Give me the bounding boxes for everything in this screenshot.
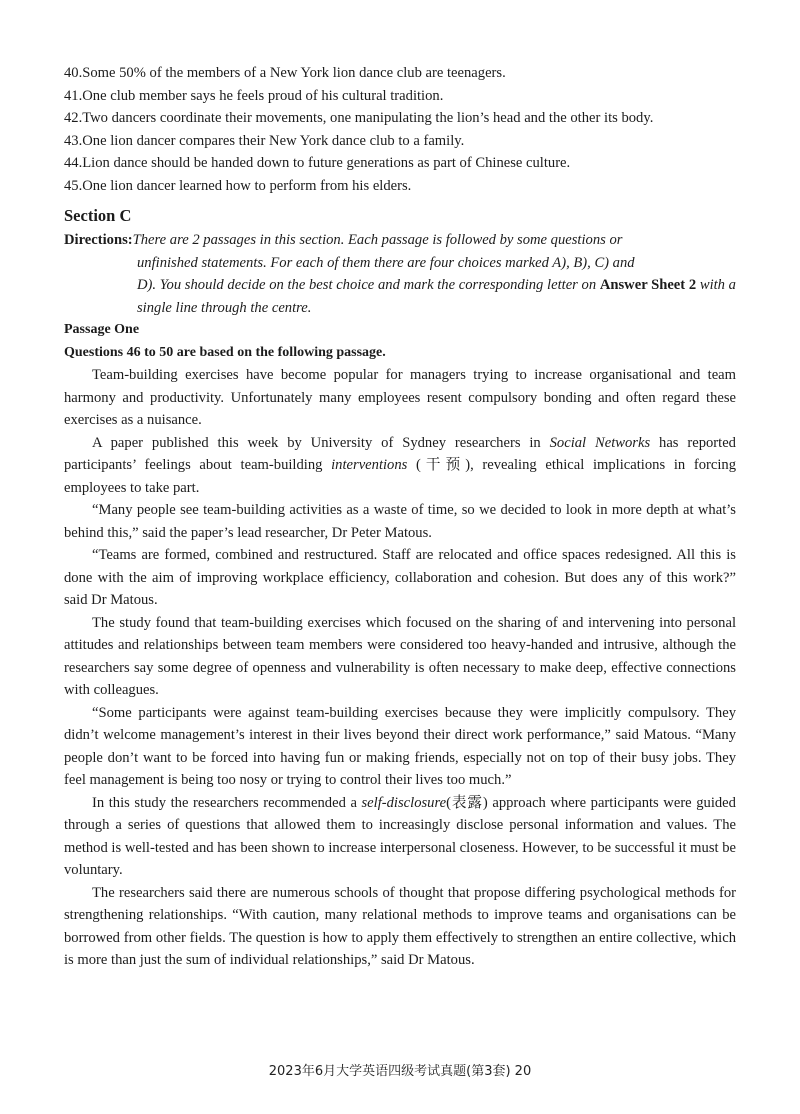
question-number: 40. (64, 65, 83, 81)
paragraph (64, 792, 736, 882)
answer-sheet-label: Answer Sheet 2 (599, 277, 697, 293)
paragraph: The researchers said there are numerous schools of thought that propose differing psychological methods for strengthening relationships. “With caution, many relational methods to improve teams and organisations can be borrowed from other fields. The question is how to apply them effectively to strengthen an entire collective, which is more than just the sum of individual relationships,” said Dr Matous. (64, 884, 736, 968)
directions-text: D). You should decide on the best choice and mark the corresponding letter on (137, 277, 597, 293)
directions-label: Directions: (64, 232, 133, 248)
chinese-gloss: (表露) (446, 794, 488, 811)
paragraph-text: approach where participants were guided through a series of questions that allowed them to increasingly disclose personal information and values. The method is well-tested and has been shown to increase interpersonal closeness. However, to be successful it must be voluntary. (64, 794, 736, 878)
journal-title: Social Networks (549, 434, 651, 451)
paragraph (64, 432, 736, 500)
question-number: 45. (64, 177, 83, 194)
question-number: 44. (64, 155, 83, 171)
glossed-term: interventions (331, 457, 408, 473)
paragraph: Team-building exercises have become popular for managers trying to increase organisational and team harmony and productivity. Unfortunately many employees resent compulsory bonding and often regard these exercises as a nuisance. (64, 367, 736, 428)
question-text: One club member says he feels proud of his cultural tradition. (82, 87, 444, 104)
chinese-gloss: (干预) (416, 457, 471, 473)
passage-name: Passage One (64, 322, 140, 337)
question-text: Some 50% of the members of a New York lion dance club are teenagers. (82, 65, 506, 81)
question-number: 42. (64, 110, 83, 126)
question-number: 41. (64, 87, 83, 104)
question-number: 43. (64, 132, 83, 149)
directions-text-end: with a single line through the centre. (137, 277, 736, 316)
page-footer: 2023年6月大学英语四级考试真题(第3套) 20 (268, 1064, 532, 1079)
question-item (64, 152, 736, 175)
paragraph-text: A paper published this week by University of Sydney researchers in (92, 434, 541, 451)
paragraph-text: In this study the researchers recommended a (92, 794, 357, 811)
question-item (64, 130, 736, 153)
glossed-term: self-disclosure (361, 794, 447, 811)
directions-line-3 (64, 274, 736, 319)
paragraph: “Teams are formed, combined and restructured. Staff are relocated and office spaces redesigned. All this is done with the aim of improving workplace efficiency, collaboration and cohesion. But does any of this work?” said Dr Matous. (64, 547, 736, 608)
question-text: One lion dancer learned how to perform from his elders. (82, 177, 412, 194)
question-text: One lion dancer compares their New York dance club to a family. (82, 132, 465, 149)
paragraph: “Some participants were against team-building exercises because they were implicitly compulsory. They didn’t welcome management’s interest in their lives beyond their direct work performance,” said Matous. “Many people don’t want to be forced into having fun or making friends, especially not on top of their busy jobs. They feel management is being too nosy or trying to control their lives too much.” (64, 704, 736, 788)
directions-line-1: There are 2 passages in this section. Each passage is followed by some questions or (132, 232, 623, 248)
question-item (64, 62, 736, 85)
paragraph: The study found that team-building exercises which focused on the sharing of and intervening into personal attitudes and relationships between team members were considered too heavy-handed and intrusive, although the researchers say some degree of openness and vulnerability is often necessary to make deep, effective connections with colleagues. (64, 614, 736, 698)
question-text: Lion dance should be handed down to future generations as part of Chinese culture. (82, 155, 571, 171)
page-content (64, 62, 736, 972)
directions (64, 229, 736, 252)
section-title: Section C (64, 206, 132, 225)
question-item (64, 107, 736, 130)
question-item (64, 85, 736, 108)
directions-line-2: unfinished statements. For each of them there are four choices marked A), B), C) and (137, 254, 635, 271)
paragraph-text: , revealing ethical implications in forcing employees to take part. (64, 457, 737, 496)
question-text: Two dancers coordinate their movements, one manipulating the lion’s head and the other its body. (82, 110, 654, 126)
question-list (64, 62, 736, 197)
paragraph: “Many people see team-building activities as a waste of time, so we decided to look in more depth at what’s behind this,” said the paper’s lead researcher, Dr Peter Matous. (64, 502, 736, 541)
paragraph-text: has reported participants’ feelings about team-building (64, 434, 736, 473)
passage-instructions: Questions 46 to 50 are based on the following passage. (64, 344, 386, 360)
question-item (64, 175, 736, 198)
